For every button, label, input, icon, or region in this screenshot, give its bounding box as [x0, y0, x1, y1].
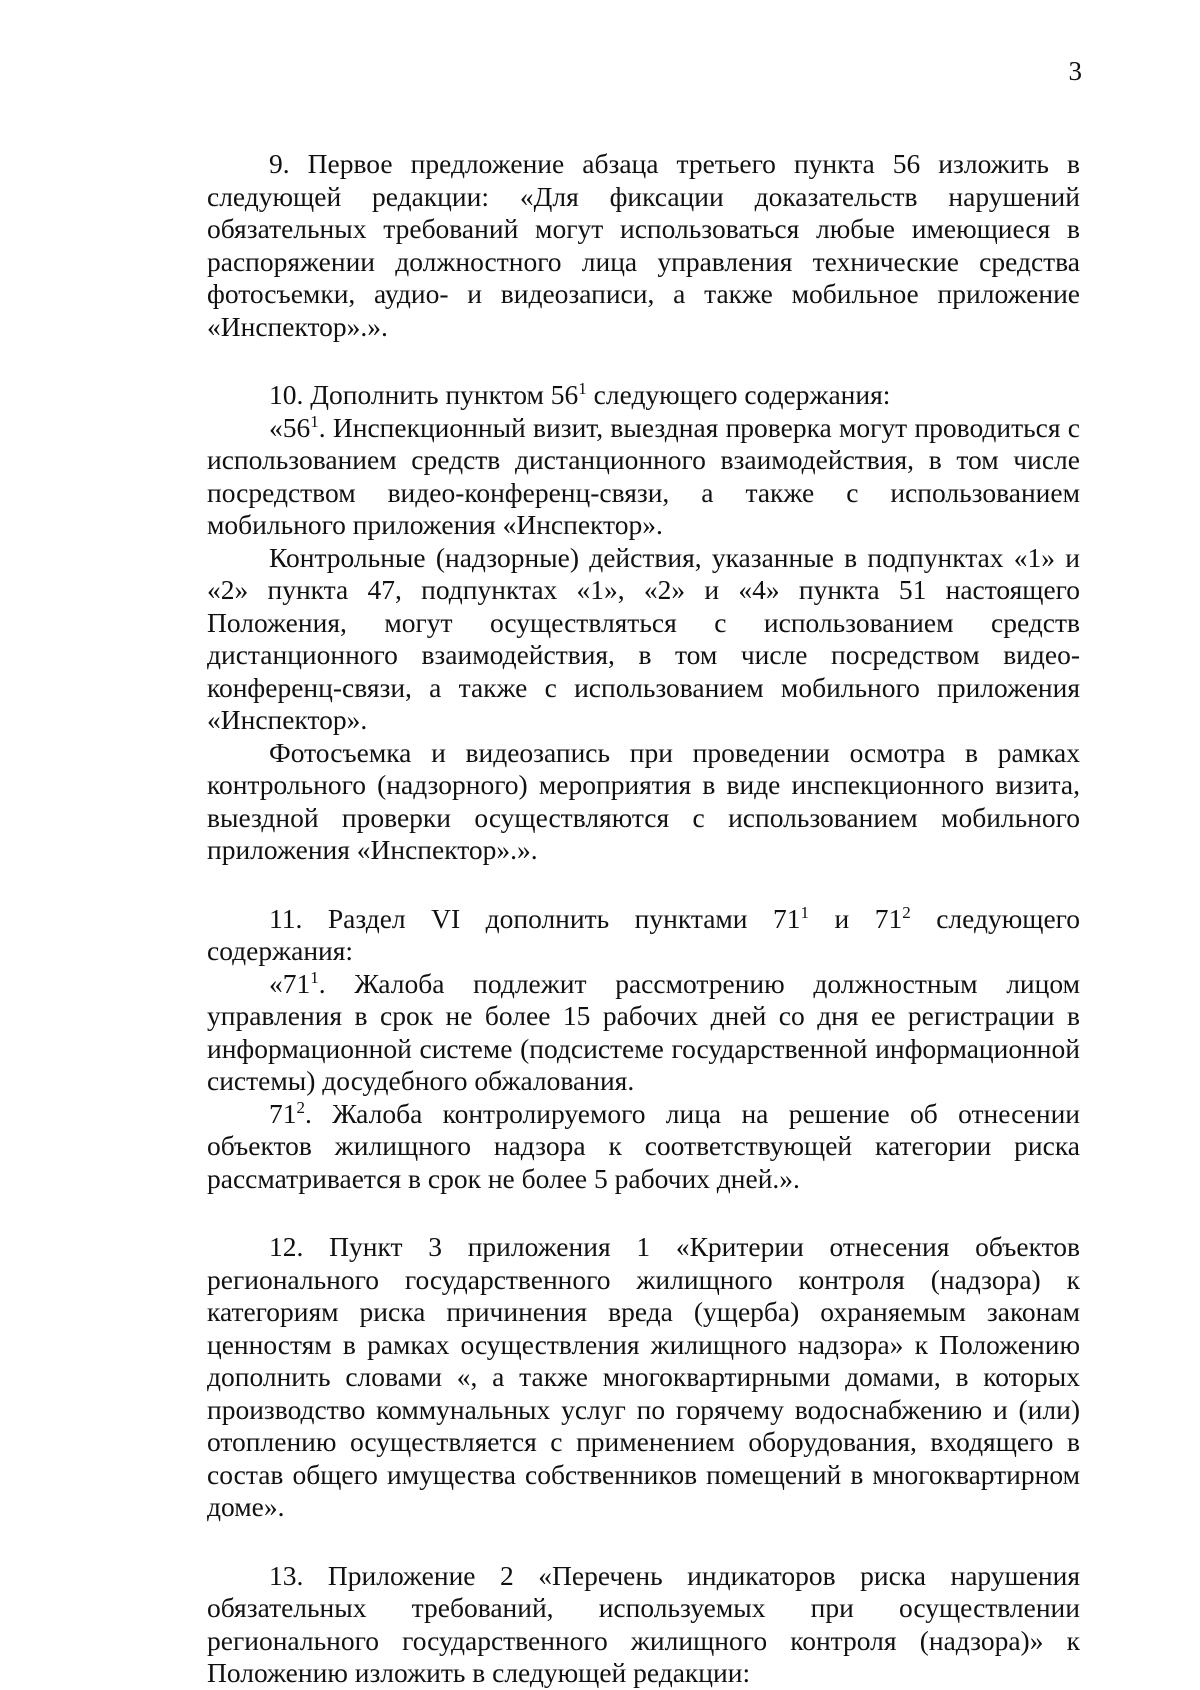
- item-10-heading-text: 10. Дополнить пунктом 56: [269, 379, 579, 410]
- item-11-p2-start: «71: [269, 967, 311, 999]
- item-10-heading-tail: следующего содержания:: [586, 379, 891, 410]
- item-10-heading: [207, 379, 1080, 412]
- item-11-p2-text: . Жалоба подлежит рассмотрению должностным лицом управления в срок не более 15 рабочих дней со дня ее регистрации в информационной системе (подсистеме государственной информационной системы) досудебного обжалования.: [207, 967, 1080, 1096]
- superscript: 1: [310, 411, 319, 431]
- page-number: 3: [1068, 56, 1082, 86]
- item-13-paragraph: 13. Приложение 2 «Перечень индикаторов риска нарушения обязательных требований, используемых при осуществлении регионального государственного жилищного контроля (надзора)» к Положению изложить в следующей редакции:: [207, 1559, 1080, 1688]
- document-body: [207, 148, 1080, 1690]
- item-11-heading-b: и 71: [809, 902, 903, 934]
- superscript: 1: [578, 378, 587, 398]
- item-11-paragraph-71-2: [207, 1098, 1080, 1196]
- item-11-heading: [207, 903, 1080, 968]
- superscript: 2: [902, 902, 911, 922]
- item-12-paragraph: 12. Пункт 3 приложения 1 «Критерии отнесения объектов регионального государственного жилищного контроля (надзора) к категориям риска причинения вреда (ущерба) охраняемым законам ценностям в рамках осуществления жилищного надзора» к Положению дополнить словами «, а также многоквартирными домами, в которых производство коммунальных услуг по горячему водоснабжению и (или) отоплению осуществляется с применением оборудования, входящего в состав общего имущества собственников помещений в многоквартирном доме».: [207, 1231, 1080, 1522]
- superscript: 1: [800, 902, 810, 922]
- item-11-heading-a: 11. Раздел VI дополнить пунктами 71: [269, 902, 801, 934]
- item-11-p3-text: . Жалоба контролируемого лица на решение об отнесении объектов жилищного надзора к соответствующей категории риска рассматривается в срок не более 5 рабочих дней.».: [207, 1097, 1080, 1194]
- item-9-paragraph: 9. Первое предложение абзаца третьего пункта 56 изложить в следующей редакции: «Для фиксации доказательств нарушений обязательных требований могут использоваться любые имеющиеся в распоряжении должностного лица управления технические средства фотосъемки, аудио- и видеозаписи, а также мобильное приложение «Инспектор».».: [207, 148, 1080, 342]
- item-11-paragraph-71-1: [207, 968, 1080, 1098]
- item-11-p3-start: 71: [269, 1097, 297, 1129]
- item-10-paragraph-photo: Фотосъемка и видеозапись при проведении осмотра в рамках контрольного (надзорного) мероприятия в виде инспекционного визита, выездной проверки осуществляются с использованием мобильного приложения «Инспектор».».: [207, 736, 1080, 865]
- item-10-quote-text: . Инспекционный визит, выездная проверка могут проводиться с использованием средств дистанционного взаимодействия, в том числе посредством видео-конференц-связи, а также с использованием мобильного приложения «Инспектор».: [207, 411, 1080, 540]
- superscript: 2: [296, 1097, 305, 1117]
- item-10-quote-paragraph: [207, 412, 1080, 542]
- item-10-quote-start: «56: [269, 411, 311, 443]
- superscript: 1: [310, 967, 319, 987]
- item-10-paragraph-actions: Контрольные (надзорные) действия, указанные в подпунктах «1» и «2» пункта 47, подпунктах «1», «2» и «4» пункта 51 настоящего Положения, могут осуществляться с использованием средств дистанционного взаимодействия, в том числе посредством видео-конференц-связи, а также с использованием мобильного приложения «Инспектор».: [207, 541, 1080, 735]
- item-11-heading-c: следующего содержания:: [207, 902, 1080, 966]
